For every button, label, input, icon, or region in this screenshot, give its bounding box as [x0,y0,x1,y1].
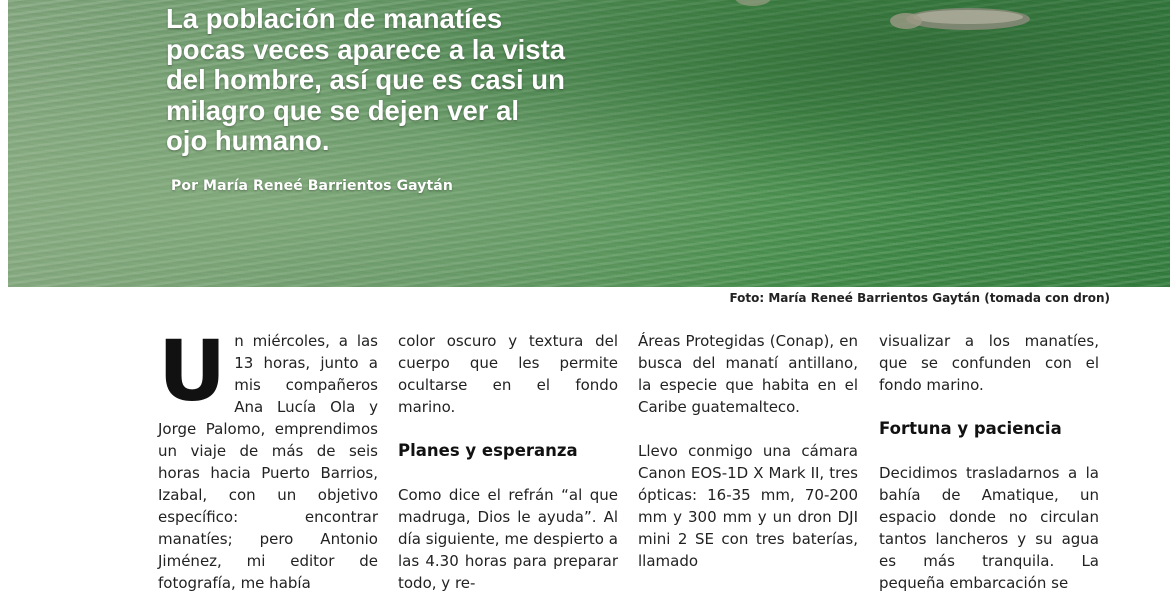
section-heading: Fortuna y paciencia [879,419,1062,438]
paragraph: visualizar a los manatíes, que se confunden con el fondo marino. [879,332,1099,394]
article-column-3 [638,330,858,572]
paragraph: n miércoles, a las 13 horas, junto a mis compañeros Ana Lucía Ola y Jorge Palomo, emprendimos un viaje de más de seis horas hacia Puerto Barrios, Izabal, con un objetivo específico: encontrar manatíes; pero Antonio Jiménez, mi editor de fotografía, me había [158,332,378,592]
manatee-image-2 [733,0,773,10]
headline: La población de manatíes pocas veces aparece a la vista del hombre, así que es casi un milagro que se dejen ver al ojo humano. [166,3,566,156]
article-column-4 [879,330,1099,594]
drop-cap: U [158,322,227,420]
article-column-1 [158,322,378,594]
section-heading: Planes y esperanza [398,441,578,460]
article-column-2 [398,330,618,594]
paragraph: Llevo conmigo una cámara Canon EOS-1D X Mark II, tres ópticas: 16-35 mm, 70-200 mm y 300 mm y un dron DJI mini 2 SE con tres baterías, llamado [638,442,858,570]
paragraph: Áreas Protegidas (Conap), en busca del manatí antillano, la especie que habita en el Caribe guatemalteco. [638,332,858,416]
paragraph: color oscuro y textura del cuerpo que les permite ocultarse en el fondo marino. [398,332,618,416]
byline: Por María Reneé Barrientos Gaytán [171,178,453,194]
manatee-image [888,5,1033,33]
photo-caption: Foto: María Reneé Barrientos Gaytán (tomada con dron) [729,291,1110,305]
paragraph: Como dice el refrán “al que madruga, Dios le ayuda”. Al día siguiente, me despierto a las 4.30 horas para preparar todo, y re- [398,486,618,592]
hero-photo [8,0,1170,287]
paragraph: Decidimos trasladarnos a la bahía de Amatique, un espacio donde no circulan tantos lancheros y su agua es más tranquila. La pequeña embarcación se [879,464,1099,592]
